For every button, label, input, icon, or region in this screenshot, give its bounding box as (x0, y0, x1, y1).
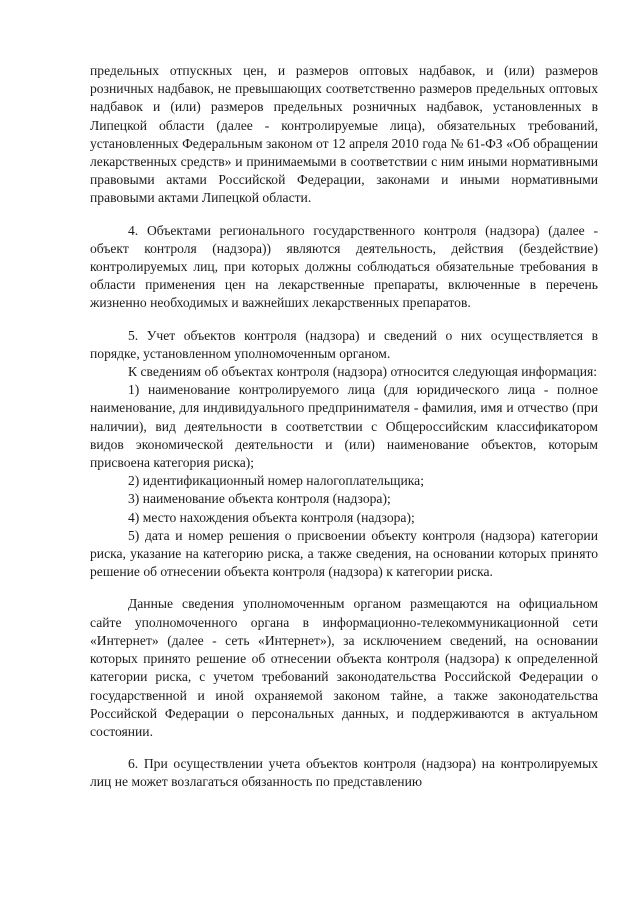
list-item-1: 1) наименование контролируемого лица (для юридического лица - полное наименование, для индивидуального предпринимателя - фамилия, имя и отчество (при наличии), вид деятельности в соответствии с Общероссийским классификатором видов экономической деятельности и (или) наименование объектов, которым присвоена категория риска); (90, 382, 598, 471)
list-item-5: 5) дата и номер решения о присвоении объекту контроля (надзора) категории риска, указание на категорию риска, а также сведения, на основании которых принято решение об отнесении объекта контроля (надзора) к категории риска. (90, 527, 598, 580)
paragraph-publication: Данные сведения уполномоченным органом размещаются на официальном сайте уполномоченного органа в информационно-телекоммуникационной сети «Интернет» (далее - сеть «Интернет»), за исключением сведений, на основании которых принято решение об отнесении объекта контроля (надзора) к определенной категории риска, с учетом требований законодательства Российской Федерации о государственной и иной охраняемой законом тайне, а также законодательства Российской Федерации о персональных данных, и поддерживаются в актуальном состоянии. (90, 596, 598, 739)
list-item-3: 3) наименование объекта контроля (надзора); (128, 491, 391, 507)
list-item-4: 4) место нахождения объекта контроля (надзора); (128, 509, 415, 525)
paragraph-continuation: предельных отпускных цен, и размеров оптовых надбавок, и (или) размеров розничных надбавок, не превышающих соответственно размеров предельных оптовых надбавок и (или) размеров предельных розничных надбавок, установленных в Липецкой области (далее - контролируемые лица), обязательных требований, установленных Федеральным законом от 12 апреля 2010 года № 61-ФЗ «Об обращении лекарственных средств» и принимаемыми в соответствии с ним иными нормативными правовыми актами Российской Федерации, законами и иными нормативными правовыми актами Липецкой области. (90, 63, 598, 206)
list-item-2: 2) идентификационный номер налогоплательщика; (128, 473, 424, 489)
paragraph-item-5: 5. Учет объектов контроля (надзора) и сведений о них осуществляется в порядке, установленном уполномоченным органом. (90, 327, 598, 361)
paragraph-info-intro: К сведениям об объектах контроля (надзора) относится следующая информация: (128, 364, 598, 380)
paragraph-item-6: 6. При осуществлении учета объектов контроля (надзора) на контролируемых лиц не может возлагаться обязанность по представлению (90, 756, 598, 790)
paragraph-item-4: 4. Объектами регионального государственного контроля (надзора) (далее - объект контроля (надзора)) являются деятельность, действия (бездействие) контролируемых лиц, при которых должны соблюдаться обязательные требования в области применения цен на лекарственные препараты, включенные в перечень жизненно необходимых и важнейших лекарственных препаратов. (90, 222, 598, 311)
